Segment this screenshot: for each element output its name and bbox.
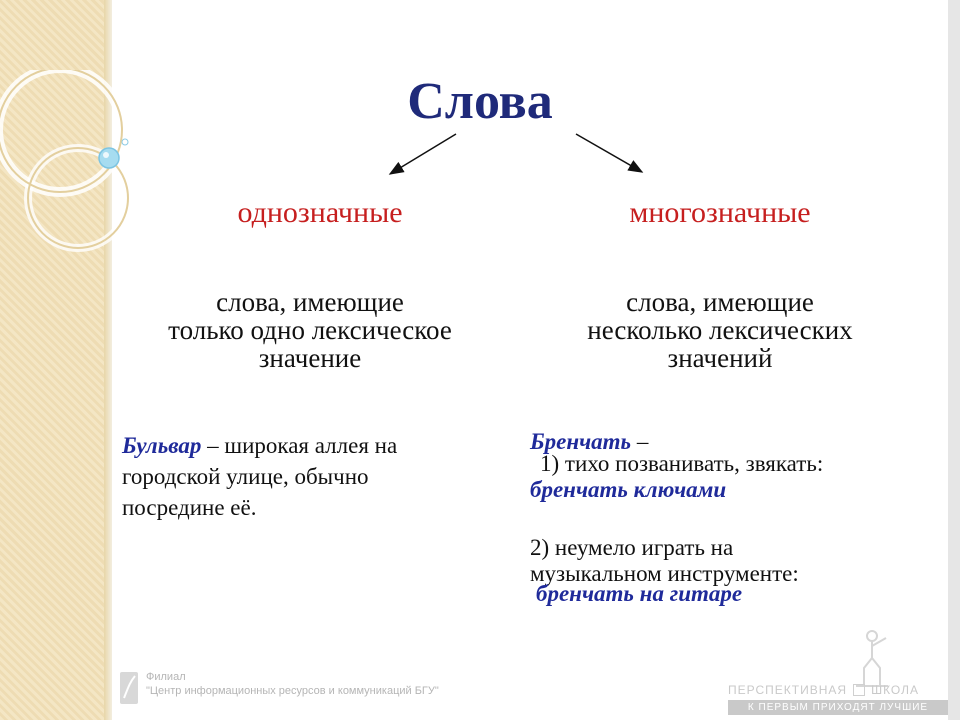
example-line: городской улице, обычно (122, 464, 369, 489)
library-logo-icon (118, 670, 140, 706)
definition-line: только одно лексическое (168, 315, 452, 345)
meaning-one: 1) тихо позванивать, звякать: (540, 451, 824, 476)
usage-example-two: бренчать на гитаре (536, 581, 743, 606)
example-dash-text: – (631, 429, 649, 454)
school-brand (728, 683, 948, 715)
example-line (122, 430, 482, 461)
definition-single-meaning (130, 288, 490, 372)
definition-line: значение (258, 343, 362, 373)
example-term: Бульвар (122, 433, 202, 458)
meaning-line: 2) неумело играть на (530, 535, 734, 560)
example-single-meaning (122, 430, 482, 523)
category-multiple-meaning: многозначные (629, 196, 811, 229)
school-name-part: ШКОЛА (871, 683, 920, 697)
statue-logo-icon (842, 628, 902, 690)
example-dash-text: – широкая аллея на (201, 433, 398, 458)
library-credit-line: Филиал (146, 671, 186, 683)
library-credit (146, 670, 566, 698)
definition-line: несколько лексических (587, 315, 853, 345)
decorative-rings-icon (0, 70, 160, 260)
example-line: посредине её. (122, 495, 257, 520)
slide-right-edge (948, 0, 960, 720)
branch-arrows-icon (370, 128, 660, 184)
category-single-meaning: однозначные (237, 196, 403, 229)
meaning-two (530, 535, 890, 587)
school-tagline: К ПЕРВЫМ ПРИХОДЯТ ЛУЧШИЕ (728, 700, 948, 715)
definition-multiple-meaning (540, 288, 900, 372)
library-credit-line: "Центр информационных ресурсов и коммуникаций БГУ" (146, 685, 439, 697)
example-term: Бренчать (530, 429, 632, 454)
school-separator-icon (853, 684, 865, 696)
definition-line: слова, имеющие (216, 287, 404, 317)
school-name-part: ПЕРСПЕКТИВНАЯ (728, 683, 848, 697)
definition-line: значений (667, 343, 773, 373)
usage-example-one: бренчать ключами (530, 477, 727, 502)
definition-line: слова, имеющие (626, 287, 814, 317)
meaning-line: музыкальном инструменте: (530, 561, 799, 586)
school-name (728, 683, 948, 697)
slide-title: Слова (407, 73, 553, 130)
